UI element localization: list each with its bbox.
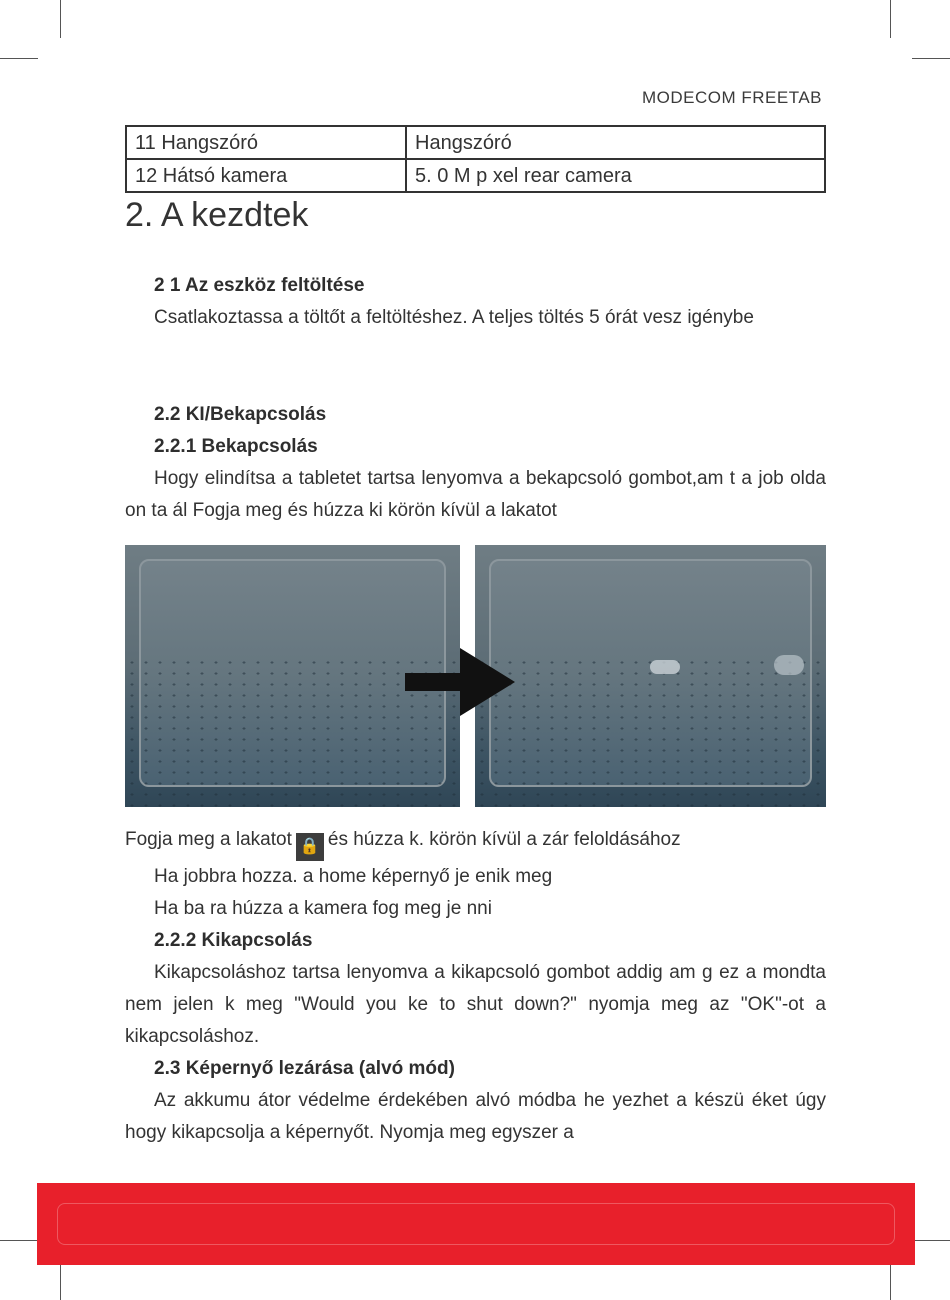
table-cell: Hangszóró bbox=[406, 126, 825, 159]
table-row bbox=[126, 159, 825, 192]
swipe-left-text: Ha ba ra húzza a kamera fog meg je nni bbox=[154, 898, 492, 919]
crop-mark bbox=[0, 58, 38, 59]
section-title: 2. A kezdtek bbox=[125, 196, 309, 234]
footer-bar bbox=[37, 1183, 915, 1265]
unlock-text-before: Fogja meg a lakatot bbox=[125, 829, 292, 850]
lock-ring bbox=[650, 660, 680, 674]
crop-mark bbox=[890, 1262, 891, 1300]
table-cell: 5. 0 M p xel rear camera bbox=[406, 159, 825, 192]
unlock-illustration bbox=[125, 545, 826, 807]
table-cell: 12 Hátsó kamera bbox=[126, 159, 406, 192]
screen-lock-text: Az akkumu átor védelme érdekében alvó módba he yezhet a készü éket úgy hogy kikapcsolja a képernyőt. Nyomja meg egyszer a bbox=[125, 1090, 826, 1143]
arrow-right-icon bbox=[405, 643, 525, 723]
crop-mark bbox=[890, 0, 891, 38]
page-header: MODECOM FREETAB bbox=[641, 88, 822, 107]
power-off-text: Kikapcsoláshoz tartsa lenyomva a kikapcsoló gombot addig am g ez a mondta nem jelen k meg "Would you ke to shut down?" nyomja meg az "OK"-ot a kikapcsoláshoz. bbox=[125, 962, 826, 1047]
table-cell: 11 Hangszóró bbox=[126, 126, 406, 159]
crop-mark bbox=[60, 0, 61, 38]
table-row bbox=[126, 126, 825, 159]
power-section bbox=[125, 399, 826, 527]
lock-icon: 🔒 bbox=[296, 833, 324, 861]
charging-text: Csatlakoztassa a töltőt a feltöltéshez. A teljes töltés 5 órát vesz igénybe bbox=[154, 307, 754, 328]
power-heading: 2.2 KI/Bekapcsolás bbox=[154, 404, 327, 425]
crop-mark bbox=[0, 1240, 38, 1241]
unlock-line bbox=[125, 824, 826, 861]
screen-lock-heading: 2.3 Képernyő lezárása (alvó mód) bbox=[154, 1058, 455, 1079]
power-on-heading: 2.2.1 Bekapcsolás bbox=[154, 436, 318, 457]
unlock-text-after: és húzza k. körön kívül a zár feloldásához bbox=[327, 829, 681, 850]
footer-bar-inner bbox=[57, 1203, 895, 1245]
charging-heading: 2 1 Az eszköz feltöltése bbox=[154, 275, 365, 296]
swipe-right-text: Ha jobbra hozza. a home képernyő je enik meg bbox=[154, 866, 553, 887]
charging-section bbox=[125, 270, 826, 334]
power-on-text: Hogy elindítsa a tabletet tartsa lenyomva a bekapcsoló gombot,am t a job olda on ta ál Fogja meg és húzza ki körön kívül a lakatot bbox=[125, 468, 826, 521]
specs-table bbox=[125, 125, 826, 193]
crop-mark bbox=[912, 58, 950, 59]
unlock-section bbox=[125, 824, 826, 1149]
crop-mark bbox=[60, 1262, 61, 1300]
crop-mark bbox=[912, 1240, 950, 1241]
unlock-photo bbox=[475, 545, 826, 807]
camera-ring bbox=[774, 655, 804, 675]
water-drops-texture bbox=[475, 657, 826, 807]
power-off-heading: 2.2.2 Kikapcsolás bbox=[154, 930, 313, 951]
